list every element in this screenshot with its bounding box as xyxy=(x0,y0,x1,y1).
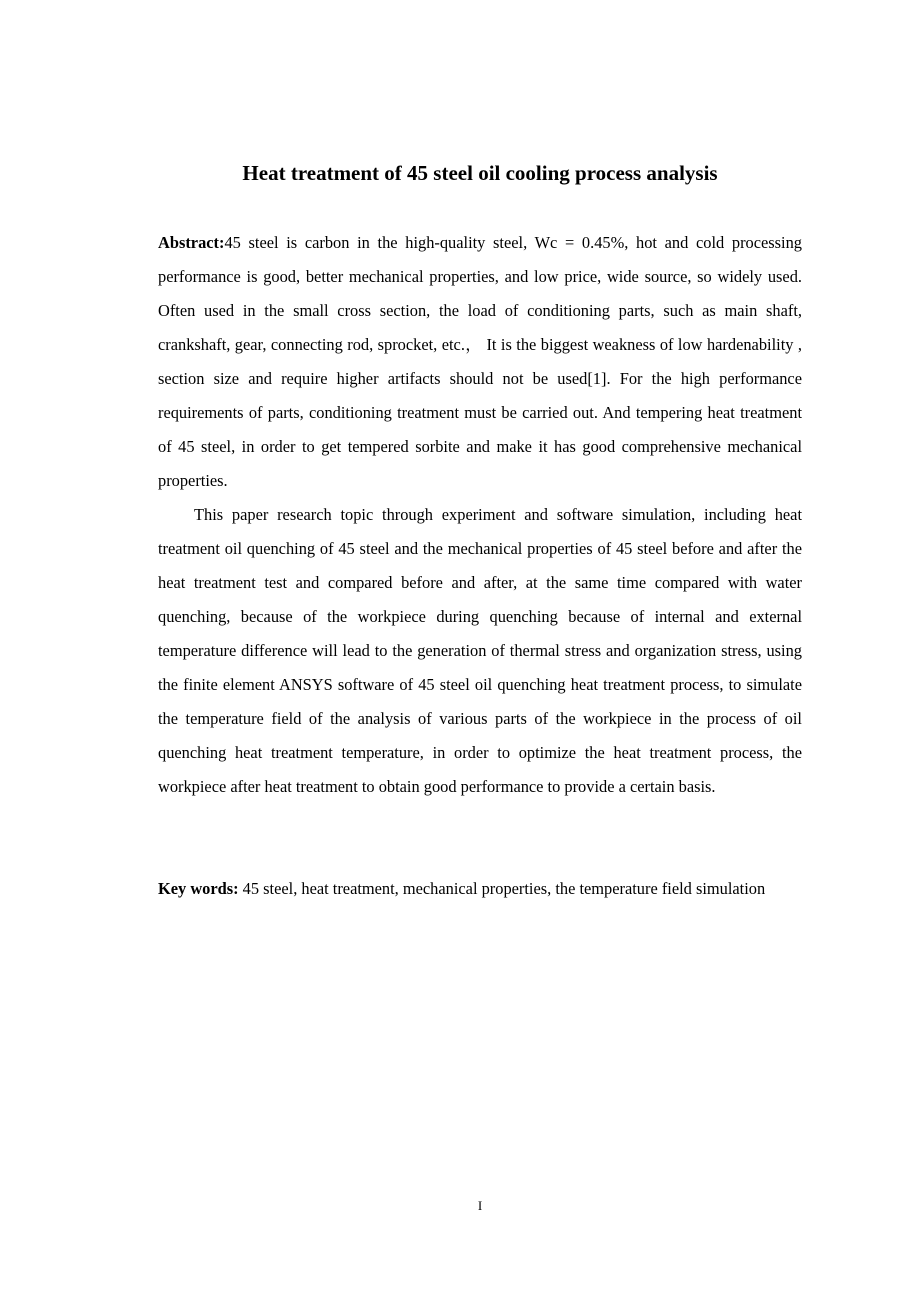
keywords-label: Key words: xyxy=(158,879,239,898)
abstract-paragraph-1 xyxy=(158,226,802,498)
keywords-text: 45 steel, heat treatment, mechanical properties, the temperature field simulation xyxy=(238,879,766,898)
abstract-label: Abstract: xyxy=(158,233,225,252)
abstract-text-1: 45 steel is carbon in the high-quality steel, Wc = 0.45%, hot and cold processing performance is good, better mechanical properties, and low price, wide source, so widely used. Often used in the small cross section, the load of conditioning parts, such as main shaft, crankshaft, gear, connecting rod, sprocket, etc.， It is the biggest weakness of low hardenability , section size and require higher artifacts should not be used[1]. For the high performance requirements of parts, conditioning treatment must be carried out. And tempering heat treatment of 45 steel, in order to get tempered sorbite and make it has good comprehensive mechanical properties. xyxy=(158,233,802,490)
abstract-section xyxy=(158,226,802,804)
abstract-paragraph-2: This paper research topic through experiment and software simulation, including heat treatment oil quenching of 45 steel and the mechanical properties of 45 steel before and after the heat treatment test and compared before and after, at the same time compared with water quenching, because of the workpiece during quenching because of internal and external temperature difference will lead to the generation of thermal stress and organization stress, using the finite element ANSYS software of 45 steel oil quenching heat treatment process, to simulate the temperature field of the analysis of various parts of the workpiece in the process of oil quenching heat treatment temperature, in order to optimize the heat treatment process, the workpiece after heat treatment to obtain good performance to provide a certain basis. xyxy=(158,505,802,796)
keywords-section xyxy=(158,872,802,906)
page-number: I xyxy=(477,1198,483,1213)
paper-title: Heat treatment of 45 steel oil cooling process analysis xyxy=(242,161,718,185)
keywords-paragraph xyxy=(158,872,802,906)
